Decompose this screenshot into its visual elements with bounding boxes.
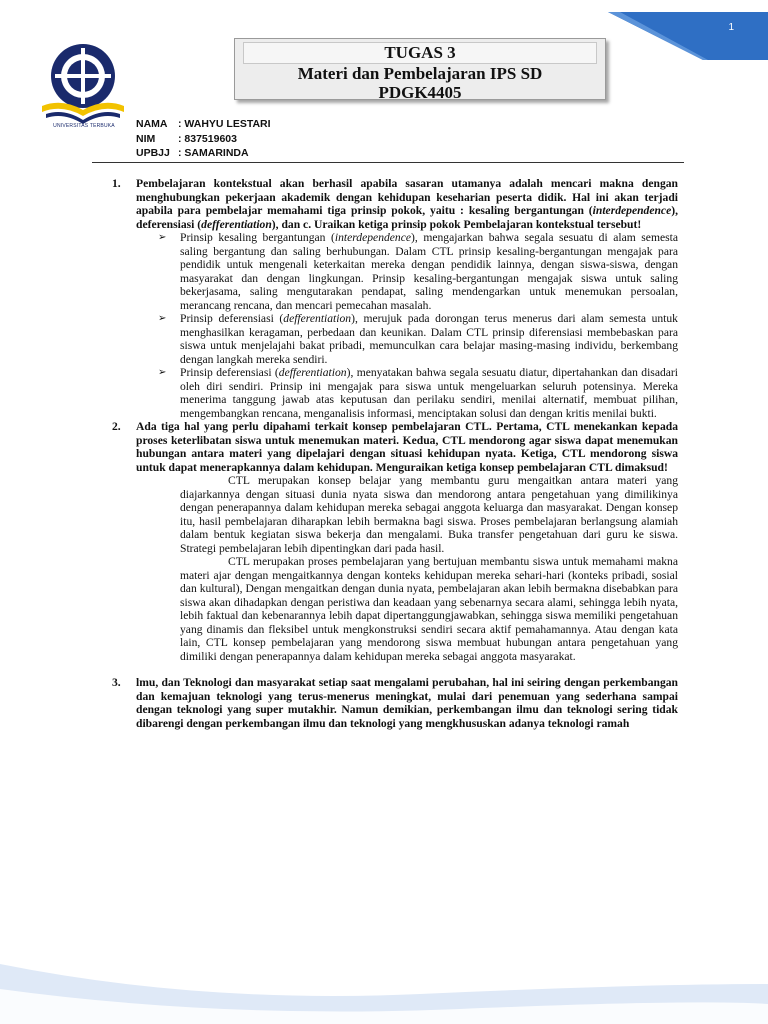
title-line-3: PDGK4405: [378, 83, 462, 102]
question-number: 3.: [112, 676, 121, 689]
footer-wave-decoration: [0, 934, 768, 1024]
question-3: [112, 676, 678, 730]
title-box: [234, 38, 606, 100]
identity-label: UPBJJ: [136, 147, 170, 160]
header-divider: [92, 162, 684, 163]
identity-label: NAMA: [136, 118, 168, 130]
ut-logo-icon: [38, 40, 128, 132]
corner-decoration: [608, 0, 768, 60]
document-body: [112, 177, 678, 730]
bullet-text: Prinsip deferensiasi (defferentiation), merujuk pada dorongan terus menerus dari alam semesta untuk menghasilkan keragaman, perbedaan dan keunikan. Dalam CTL prinsip diferensiasi membebaskan para siswa untuk menjelajahi bakat pribadi, memunculkan cara belajar masing-masing individu, berkembang dengan langkah mereka sendiri.: [180, 312, 678, 366]
identity-value: : WAHYU LESTARI: [178, 118, 271, 130]
question-text: lmu, dan Teknologi dan masyarakat setiap saat mengalami perubahan, hal ini seiring dengan perkembangan dan kemajuan teknologi yang terus-menerus meningkat, mulai dari penemuan yang sederhana sampai dengan teknologi yang super mutakhir. Namun demikian, perkembangan ilmu dan teknologi sering tidak dibarengi dengan perkembangan ilmu dan teknologi yang mengkhususkan adanya teknologi ramah: [136, 676, 678, 730]
answer-2: [180, 474, 678, 663]
identity-row: [136, 146, 271, 161]
bullet-text: Prinsip deferensiasi (defferentiation), menyatakan bahwa segala sesuatu diatur, dipertahankan dan disadari oleh diri sendiri. Prinsip ini mengajak para siswa untuk mengeluarkan seluruh potensinya. Mereka menerima tanggung jawab atas keputusan dan perilaku sendiri, menilai alternatif, membuat pilihan, mengembangkan rencana, menganalisis informasi, menciptakan solusi dan dengan kritis menilai bukti.: [180, 366, 678, 420]
identity-value: : 837519603: [178, 132, 237, 145]
list-item: [158, 366, 678, 420]
answer-paragraph: CTL merupakan proses pembelajaran yang bertujuan membantu siswa untuk memahami makna materi ajar dengan mengaitkannya dengan konteks kehidupan mereka sehari-hari (konteks pribadi, sosial dan kultural), Dengan mengaitkan dengan dunia nyata, pembelajaran akan lebih bermakna disebabkan para siswa akan dihadapkan dengan peristiwa dan keadaan yang sebenarnya secara alami, sehingga lebih nyata, lebih faktual dan kebenarannya lebih dapat dipertanggungjawabkan, sehingga siswa memiliki pengetahuan yang dinamis dan fleksibel untuk mengkonstruksi sendiri secara aktif pemahamannya. Atau dengan kata lain, CTL konsep pembelajaran yang mendorong siswa membuat hubungan antara pengetahuan yang dimiliki dengan penerapannya dalam kehidupan mereka sebagai anggota masyarakat.: [180, 555, 678, 663]
arrow-bullet-icon: ➢: [158, 313, 167, 324]
question-text: Pembelajaran kontekstual akan berhasil apabila sasaran utamanya adalah mencari makna dengan menghubungkan pekerjaan akademik dengan kehidupan keseharian peserta didik. Hal ini akan terjadi apabila para pembelajar memahami tiga prinsip pokok, yaitu : kesaling bergantungan (interdependence), deferensiasi (defferentiation), dan c. Uraikan ketiga prinsip pokok Pembelajaran kontekstual tersebut!: [136, 177, 678, 231]
identity-row: [136, 132, 271, 147]
question-number: 2.: [112, 420, 121, 433]
question-2: [112, 420, 678, 474]
bullet-text: Prinsip kesaling bergantungan (interdependence), mengajarkan bahwa segala sesuatu di alam semesta saling bergantung dan saling berhubungan. Dalam CTL prinsip kesaling-bergantungan mengajak para pendidik untuk mengenali keterkaitan mereka dengan pendidik lainnya, dengan siswa-siswa, dengan masyarakat dan dengan lingkungan. Prinsip kesaling-bergantungan mengajak siswa untuk saling bekerjasama, saling mengutarakan pendapat, saling mendengarkan untuk menemukan persoalan, merancang rencana, dan mencari pemecahan masalah.: [180, 231, 678, 312]
page-number: 1: [728, 22, 734, 33]
title-line-1: TUGAS 3: [243, 42, 597, 64]
question-text: Ada tiga hal yang perlu dipahami terkait konsep pembelajaran CTL. Pertama, CTL menekankan kepada proses keterlibatan siswa untuk menemukan materi. Kedua, CTL mendorong agar siswa dapat menemukan hubungan antara materi yang dipelajari dengan situasi kehidupan nyata. Ketiga, CTL mendorong siswa untuk dapat menerapkannya dalam kehidupan. Menguraikan ketiga konsep pembelajaran CTL dimaksud!: [136, 420, 678, 474]
list-item: [158, 231, 678, 312]
arrow-bullet-icon: ➢: [158, 232, 167, 243]
list-item: [158, 312, 678, 366]
identity-value: : SAMARINDA: [178, 147, 249, 160]
student-identity: [136, 117, 271, 161]
identity-label: NIM: [136, 132, 156, 145]
answer-1-bullets: [158, 231, 678, 420]
arrow-bullet-icon: ➢: [158, 367, 167, 378]
question-number: 1.: [112, 177, 121, 190]
question-1: [112, 177, 678, 231]
logo-caption: UNIVERSITAS TERBUKA: [53, 123, 115, 129]
answer-paragraph: CTL merupakan konsep belajar yang membantu guru mengaitkan antara materi yang diajarkannya dengan situasi dunia nyata siswa dan mendorong antara pengetahuan yang dimilikinya dengan penerapannya dalam kehidupan mereka sebagai anggota keluarga dan masyarakat. Dengan konsep itu, hasil pembelajaran diharapkan lebih bermakna bagi siswa. Proses pembelajaran berlangsung alamiah dalam bentuk kegiatan siswa bekerja dan mengalami. Buka transfer pengetahuan dari guru ke siswa. Strategi pembelajaran lebih dipentingkan dari pada hasil.: [180, 474, 678, 555]
identity-row: [136, 117, 271, 132]
title-line-2: Materi dan Pembelajaran IPS SD: [297, 64, 543, 83]
